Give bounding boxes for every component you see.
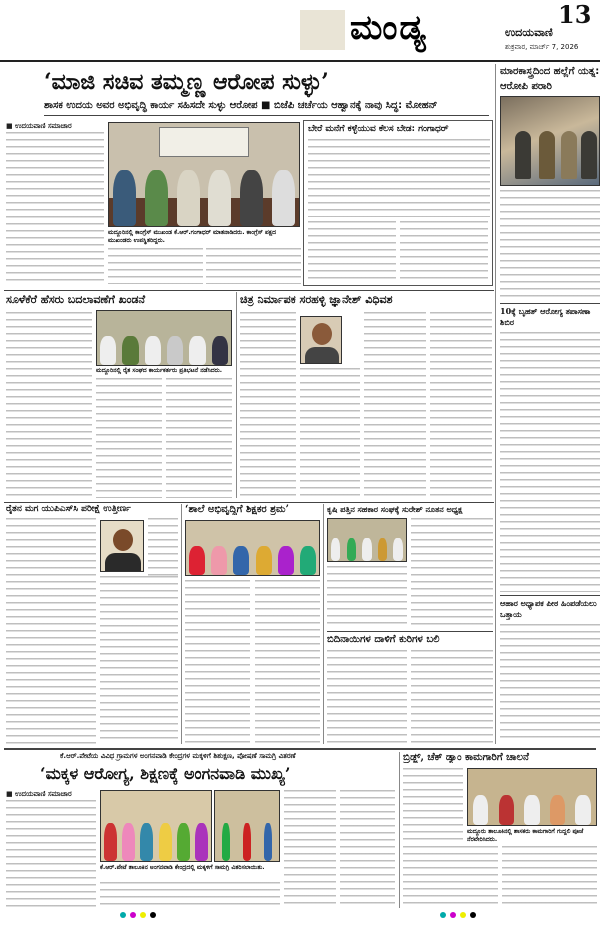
health-camp-body	[500, 332, 600, 592]
story5-body-col2	[327, 566, 407, 628]
lead-byline: ■ ಉದಯವಾಣಿ ಸಮಾಚಾರ	[6, 122, 72, 130]
bottom-photo-caption: ಕೆ.ಆರ್.ಪೇಟೆ ತಾಲೂಕಿನ ಅಂಗನವಾಡಿ ಕೇಂದ್ರದಲ್ಲಿ ಮಕ್ಕಳಿಗೆ ಸಾಮಗ್ರಿ ವಿತರಿಸಲಾಯಿತು.	[100, 864, 265, 871]
lead-subhead: ಶಾಸಕ ಉದಯ ಅವರ ಅಭಿವೃದ್ಧಿ ಕಾರ್ಯ ಸಹಿಸದೇ ಸುಳ್ಳು ಆರೋಪ ■ ಬಿಜೆಪಿ ಚರ್ಚೆಯ ಆಹ್ವಾನಕ್ಕೆ ನಾವು ಸಿದ್ಧ: ಮೋಹನ್	[44, 100, 489, 116]
story4-headline: ‘ಶಾಲೆ ಅಭಿವೃದ್ಧಿಗೆ ಶಿಕ್ಷಕರ ಶ್ರಮ’	[185, 504, 290, 515]
box-story-headline: ಬೇರೆ ಮನೆಗೆ ಕಳ್ಳೆಯುವ ಕೆಲಸ ಬೇಡ: ಗಂಗಾಧರ್	[308, 124, 449, 134]
rule	[500, 595, 600, 596]
health-camp-headline: 10ಕ್ಕೆ ಬೃಹತ್ ಆರೋಗ್ಯ ತಪಾಸಣಾ ಶಿಬಿರ	[500, 306, 591, 327]
bottom-right-photo	[467, 768, 597, 826]
story3-body-col2	[148, 518, 178, 578]
story6-headline: ಬಿದಿನಾಯಿಗಳ ದಾಳಿಗೆ ಕುರಿಗಳ ಬಲಿ	[327, 634, 440, 645]
rule	[4, 290, 494, 291]
story1-photo	[96, 310, 232, 366]
story2-portrait	[300, 316, 342, 364]
rule	[4, 748, 596, 750]
registration-mark	[440, 912, 446, 918]
story2-body-col2	[300, 368, 360, 498]
story5-headline: ಕೃಷಿ ಪತ್ತಿನ ಸಹಕಾರ ಸಂಘಕ್ಕೆ ಸುರೇಶ್ ನೂತನ ಅಧ್ಯಕ್ಷ	[327, 504, 463, 514]
section-title: ಮಂಡ್ಯ	[350, 8, 428, 48]
story4-photo	[185, 520, 320, 576]
bottom-photo-2	[214, 790, 280, 862]
story1-body-col1	[6, 312, 92, 498]
bottom-right-body-col1	[403, 768, 463, 840]
masthead-ornament	[300, 10, 345, 50]
story2-body-col1	[240, 312, 296, 498]
issue-date: ಶುಕ್ರವಾರ, ಮಾರ್ಚ್ 7, 2026	[505, 43, 579, 51]
story3-body-col1	[6, 518, 96, 744]
registration-mark	[470, 912, 476, 918]
lead-body-col2	[108, 248, 203, 284]
box-story-body-2	[308, 221, 396, 283]
bottom-right-body-col3	[502, 846, 597, 908]
story4-body-col1	[185, 580, 250, 744]
column-rule	[181, 504, 182, 744]
story2-body-col3	[364, 312, 426, 498]
story3-body-col3	[100, 576, 178, 744]
top-right-headline: ಮಾರಕಾಸ್ತ್ರದಿಂದ ಹಲ್ಲೆಗೆ ಯತ್ನ: ಆರೋಪಿ ಪರಾರಿ	[500, 66, 600, 92]
column-rule	[236, 292, 237, 498]
story1-photo-caption: ಮದ್ದೂರಿನಲ್ಲಿ ರೈತ ಸಂಘದ ಕಾರ್ಯಕರ್ತರು ಪ್ರತಿಭಟನೆ ನಡೆಸಿದರು.	[96, 367, 223, 374]
lead-photo-caption: ಮದ್ದೂರಿನಲ್ಲಿ ಕಾಂಗ್ರೆಸ್ ಮುಖಂಡ ಕೆ.ಆರ್.ಗಂಗಾಧರ್ ಮಾತನಾಡಿದರು. ಕಾಂಗ್ರೆಸ್ ಪಕ್ಷದ ಮುಖಂಡರು ಉಪಸ್ಥಿತರಿದ್ದರು.	[108, 229, 276, 244]
lead-body-col3	[206, 248, 301, 284]
bottom-right-body-col2	[403, 846, 498, 908]
top-right-photo	[500, 96, 600, 186]
lead-photo	[108, 122, 300, 227]
masthead	[0, 0, 600, 62]
registration-mark	[120, 912, 126, 918]
registration-mark	[140, 912, 146, 918]
lead-headline: ‘ಮಾಜಿ ಸಚಿವ ತಮ್ಮಣ್ಣ ಆರೋಪ ಸುಳ್ಳು’	[44, 69, 329, 95]
food-story-headline: ಆಹಾರ ಅಧ್ಯಾಪಕ ಪೀಠ ಹಿಂಪಡೆಯಲು ಒತ್ತಾಯ	[500, 598, 597, 619]
story6-body-col1	[327, 650, 407, 744]
bottom-right-headline: ಬ್ರಿಡ್ಜ್, ಚೆಕ್ ಡ್ಯಾಂ ಕಾಮಗಾರಿಗೆ ಚಾಲನೆ	[403, 752, 529, 763]
story3-portrait	[100, 520, 144, 572]
top-right-body	[500, 190, 600, 300]
column-rule	[323, 504, 324, 744]
page-number: 13	[558, 0, 592, 29]
story2-headline: ಚಿತ್ರ ನಿರ್ಮಾಪಕ ಸರಹಳ್ಳಿ ಜ್ಞಾನೇಶ್ ವಿಧಿವಶ	[240, 293, 393, 306]
column-rule	[495, 64, 496, 744]
bottom-body-col3	[284, 790, 336, 908]
story1-body-col3	[166, 378, 232, 498]
bottom-right-caption: ಮದ್ದೂರು ತಾಲೂಕಿನಲ್ಲಿ ಶಾಸಕರು ಕಾಮಗಾರಿಗೆ ಗುದ್ದಲಿ ಪೂಜೆ ನೆರವೇರಿಸಿದರು.	[467, 828, 584, 843]
bottom-kicker: ಕೆ.ಆರ್.ಪೇಟೆಯ ವಿವಿಧ ಗ್ರಾಮಗಳ ಅಂಗನವಾಡಿ ಕೇಂದ್ರಗಳ ಮಕ್ಕಳಿಗೆ ಶಿಶುಕ್ಷಣ, ಪೋಷಣೆ ಸಾಮಗ್ರಿ ವಿತರಣೆ	[60, 752, 296, 760]
bottom-photo-1	[100, 790, 212, 862]
story5-photo	[327, 518, 407, 562]
registration-mark	[130, 912, 136, 918]
paper-name: ಉದಯವಾಣಿ	[505, 26, 553, 39]
story3-headline: ರೈತನ ಮಗ ಯುಪಿಎಸ್‌ಸಿ ಪರೀಕ್ಷೆ ಉತ್ತೀರ್ಣ	[6, 504, 131, 514]
registration-mark	[460, 912, 466, 918]
story4-body-col2	[255, 580, 320, 744]
box-story-body	[308, 139, 490, 217]
bottom-body-col1	[6, 800, 96, 908]
story5-body-col1	[411, 518, 493, 628]
registration-mark	[450, 912, 456, 918]
bottom-headline: ‘ಮಕ್ಕಳ ಆರೋಗ್ಯ, ಶಿಕ್ಷಣಕ್ಕೆ ಅಂಗನವಾಡಿ ಮುಖ್ಯ’	[40, 764, 291, 783]
rule	[327, 631, 493, 632]
story1-body-col2	[96, 378, 162, 498]
lead-body-col1	[6, 132, 104, 282]
bottom-byline: ■ ಉದಯವಾಣಿ ಸಮಾಚಾರ	[6, 790, 72, 798]
story6-body-col2	[411, 650, 493, 744]
rule	[4, 502, 494, 503]
column-rule	[399, 752, 400, 908]
box-story	[303, 120, 493, 286]
rule	[500, 303, 600, 304]
story2-body-col4	[430, 312, 492, 498]
registration-mark	[150, 912, 156, 918]
food-story-body	[500, 624, 600, 742]
box-story-body-3	[400, 221, 488, 283]
bottom-body-col4	[340, 790, 395, 908]
story1-headline: ಸೂಳೆಕೆರೆ ಹೆಸರು ಬದಲಾವಣೆಗೆ ಖಂಡನೆ	[6, 293, 146, 306]
bottom-body-col2	[100, 882, 280, 908]
